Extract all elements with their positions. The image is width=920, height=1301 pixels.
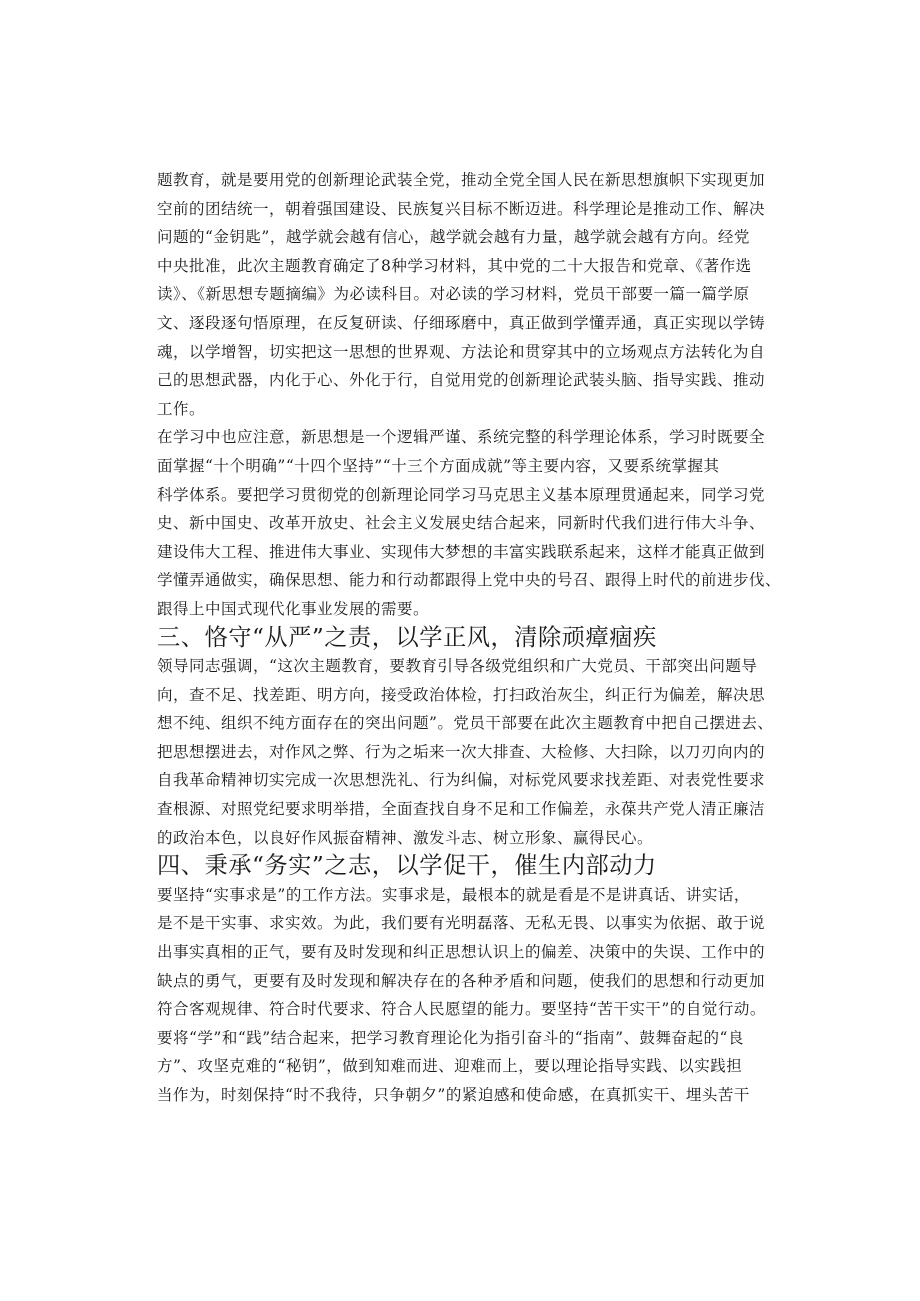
- text-line: 文、逐段逐句悟原理，在反复研读、仔细琢磨中，真正做到学懂弄通，真正实现以学铸: [157, 313, 766, 332]
- text-line: 出事实真相的正气，要有及时发现和纠正思想认识上的偏差、决策中的失误、工作中的: [157, 943, 766, 962]
- text-line: 己的思想武器，内化于心、外化于行，自觉用党的创新理论武装头脑、指导实践、推动: [157, 371, 766, 390]
- text-line: 查根源、对照党纪要求明举措，全面查找自身不足和工作偏差，永葆共产党人清正廉洁: [157, 800, 766, 819]
- section-heading: [157, 624, 767, 653]
- text-line: 想不纯、组织不纯方面存在的突出问题”。党员干部要在此次主题教育中把自己摆进去、: [157, 714, 774, 733]
- text-line: 题教育，就是要用党的创新理论武装全党，推动全党全国人民在新思想旗帜下实现更加: [157, 171, 766, 189]
- text-line: 面掌握“十个明确”“十四个坚持”“十三个方面成就”等主要内容，又要系统掌握其: [157, 456, 720, 475]
- text-line: 三、恪守“从严”之责，以学正风，清除顽瘴痼疾: [157, 623, 657, 651]
- text-line: 向，查不足、找差距、明方向，接受政治体检，打扫政治灰尘，纠正行为偏差，解决思: [157, 685, 766, 704]
- text-line: 在学习中也应注意，新思想是一个逻辑严谨、系统完整的科学理论体系，学习时既要全: [157, 428, 766, 447]
- text-line: 史、新中国史、改革开放史、社会主义发展史结合起来，同新时代我们进行伟大斗争、: [157, 514, 766, 533]
- text-line: 自我革命精神切实完成一次思想洗礼、行为纠偏，对标党风要求找差距、对表党性要求: [157, 771, 766, 790]
- section-heading: [157, 852, 767, 881]
- text-line: 跟得上中国式现代化事业发展的需要。: [157, 599, 430, 618]
- text-line: 学懂弄通做实，确保思想、能力和行动都跟得上党中央的号召、跟得上时代的前进步伐、: [157, 571, 782, 590]
- text-line: 中央批准，此次主题教育确定了8种学习材料，其中党的二十大报告和党章、《著作选: [157, 256, 752, 275]
- text-line: 是不是干实事、求实效。为此，我们要有光明磊落、无私无畏、以事实为依据、敢于说: [157, 914, 766, 933]
- paragraph: [157, 166, 767, 423]
- paragraph: [157, 423, 782, 623]
- text-line: 四、秉承“务实”之志，以学促干，催生内部动力: [157, 852, 657, 880]
- text-line: 缺点的勇气，更要有及时发现和解决存在的各种矛盾和问题，使我们的思想和行动更加: [157, 971, 766, 990]
- text-line: 问题的“金钥匙”，越学就会越有信心，越学就会越有力量，越学就会越有方向。经党: [157, 228, 750, 247]
- text-line: 要将“学”和“践”结合起来，把学习教育理论化为指引奋斗的“指南”、鼓舞奋起的“良: [157, 1028, 744, 1047]
- paragraph: [157, 881, 767, 1110]
- text-line: 方”、攻坚克难的“秘钥”，做到知难而进、迎难而上，要以理论指导实践、以实践担: [157, 1057, 743, 1076]
- text-line: 魂，以学增智，切实把这一思想的世界观、方法论和贯穿其中的立场观点方法转化为自: [157, 342, 766, 361]
- text-line: 科学体系。要把学习贯彻党的创新理论同学习马克思主义基本原理贯通起来，同学习党: [157, 485, 766, 504]
- text-line: 领导同志强调，“这次主题教育，要教育引导各级党组织和广大党员、干部突出问题导: [157, 657, 758, 676]
- text-line: 符合客观规律、符合时代要求、符合人民愿望的能力。要坚持“苦干实干”的自觉行动。: [157, 1000, 766, 1019]
- text-line: 读》、《新思想专题摘编》为必读科目。对必读的学习材料，党员干部要一篇一篇学原: [157, 285, 750, 304]
- document-body: [157, 166, 782, 1110]
- text-line: 建设伟大工程、推进伟大事业、实现伟大梦想的丰富实践联系起来，这样才能真正做到: [157, 542, 766, 561]
- text-line: 把思想摆进去，对作风之弊、行为之垢来一次大排查、大检修、大扫除，以刀刃向内的: [157, 742, 766, 761]
- paragraph: [157, 652, 774, 852]
- text-line: 工作。: [157, 399, 206, 418]
- text-line: 的政治本色，以良好作风振奋精神、激发斗志、树立形象、赢得民心。: [157, 828, 654, 847]
- text-line: 要坚持“实事求是”的工作方法。实事求是，最根本的就是看是不是讲真话、讲实话，: [157, 885, 750, 904]
- text-line: 当作为，时刻保持“时不我待，只争朝夕”的紧迫感和使命感，在真抓实干、埋头苦干: [157, 1086, 750, 1104]
- text-line: 空前的团结统一，朝着强国建设、民族复兴目标不断迈进。科学理论是推动工作、解决: [157, 199, 766, 218]
